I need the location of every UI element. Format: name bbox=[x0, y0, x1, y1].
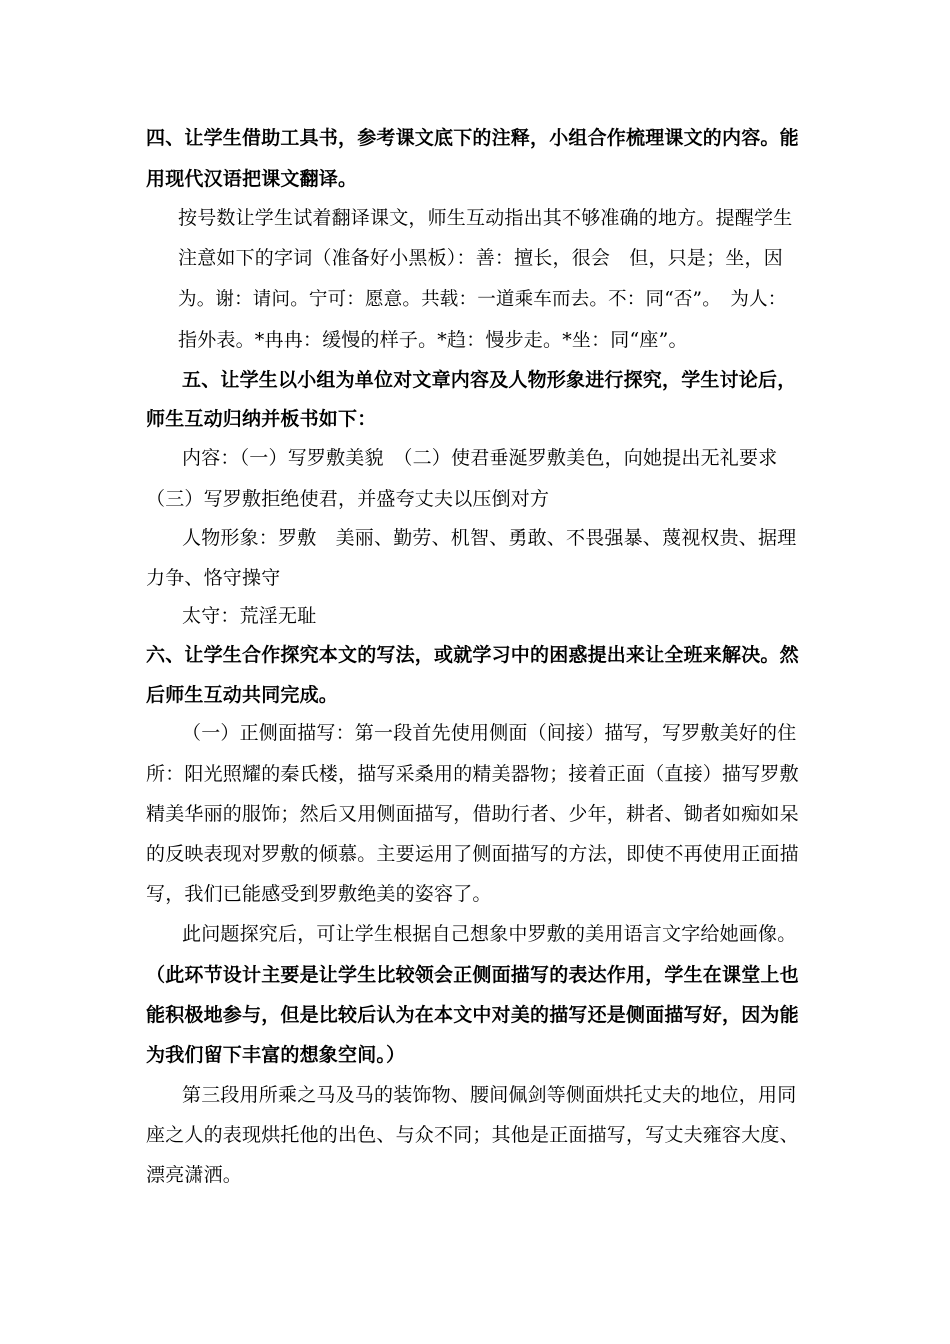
section-6-para1-line-5: 写，我们已能感受到罗敷绝美的姿容了。 bbox=[146, 883, 492, 905]
section-4-heading-line-1: 四、让学生借助工具书，参考课文底下的注释，小组合作梳理课文的内容。能 bbox=[146, 127, 799, 149]
section-5-character-line-2: 力争、恪守操守 bbox=[146, 567, 281, 589]
section-6-heading-line-1: 六、让学生合作探究本文的写法，或就学习中的困惑提出来让全班来解决。然 bbox=[146, 644, 799, 666]
section-6-para3-line-2: 座之人的表现烘托他的出色、与众不同；其他是正面描写，写丈夫雍容大度、 bbox=[146, 1124, 799, 1146]
section-5-heading-line-1: 五、让学生以小组为单位对文章内容及人物形象进行探究，学生讨论后， bbox=[182, 369, 797, 391]
section-5-content-line-2: （三）写罗敷拒绝使君，并盛夸丈夫以压倒对方 bbox=[146, 488, 550, 510]
section-6-note-line-3: 为我们留下丰富的想象空间。） bbox=[146, 1044, 406, 1066]
section-5-taishou-line: 太守：荒淫无耻 bbox=[182, 605, 317, 627]
section-6-note-line-1: （此环节设计主要是让学生比较领会正侧面描写的表达作用，学生在课堂上也 bbox=[146, 964, 799, 986]
section-4-heading-line-2: 用现代汉语把课文翻译。 bbox=[146, 168, 358, 190]
section-6-para2-line-1: 此问题探究后，可让学生根据自己想象中罗敷的美用语言文字给她画像。 bbox=[182, 923, 797, 945]
section-6-para3-line-1: 第三段用所乘之马及马的装饰物、腰间佩剑等侧面烘托丈夫的地位，用同 bbox=[182, 1084, 797, 1106]
section-6-note-line-2: 能积极地参与，但是比较后认为在本文中对美的描写还是侧面描写好，因为能 bbox=[146, 1004, 799, 1026]
section-6-para1-line-4: 的反映表现对罗敷的倾慕。主要运用了侧面描写的方法，即使不再使用正面描 bbox=[146, 843, 799, 865]
section-6-heading-line-2: 后师生互动共同完成。 bbox=[146, 684, 339, 706]
section-5-heading-line-2: 师生互动归纳并板书如下： bbox=[146, 408, 377, 430]
section-6-para1-line-3: 精美华丽的服饰；然后又用侧面描写，借助行者、少年，耕者、锄者如痴如呆 bbox=[146, 803, 799, 825]
section-6-para3-line-3: 漂亮潇洒。 bbox=[146, 1164, 243, 1186]
section-6-para1-line-1: （一）正侧面描写：第一段首先使用侧面（间接）描写，写罗敷美好的住 bbox=[182, 722, 797, 744]
section-4-body-line-2: 注意如下的字词（准备好小黑板）：善：擅长，很会 但，只是；坐，因 bbox=[178, 247, 783, 269]
section-5-character-line-1: 人物形象：罗敷 美丽、勤劳、机智、勇敢、不畏强暴、蔑视权贵、据理 bbox=[182, 527, 797, 549]
section-4-body-line-1: 按号数让学生试着翻译课文，师生互动指出其不够准确的地方。提醒学生 bbox=[178, 207, 793, 229]
section-5-content-line-1: 内容：（一）写罗敷美貌 （二）使君垂涎罗敷美色，向她提出无礼要求 bbox=[182, 447, 778, 469]
section-4-body-line-4: 指外表。*冉冉：缓慢的样子。*趋：慢步走。*坐：同“座”。 bbox=[178, 329, 688, 351]
section-4-body-line-3: 为。谢：请问。宁可：愿意。共载：一道乘车而去。不：同“否”。 为人： bbox=[178, 289, 787, 310]
section-6-para1-line-2: 所：阳光照耀的秦氏楼，描写采桑用的精美器物；接着正面（直接）描写罗敷 bbox=[146, 763, 799, 785]
